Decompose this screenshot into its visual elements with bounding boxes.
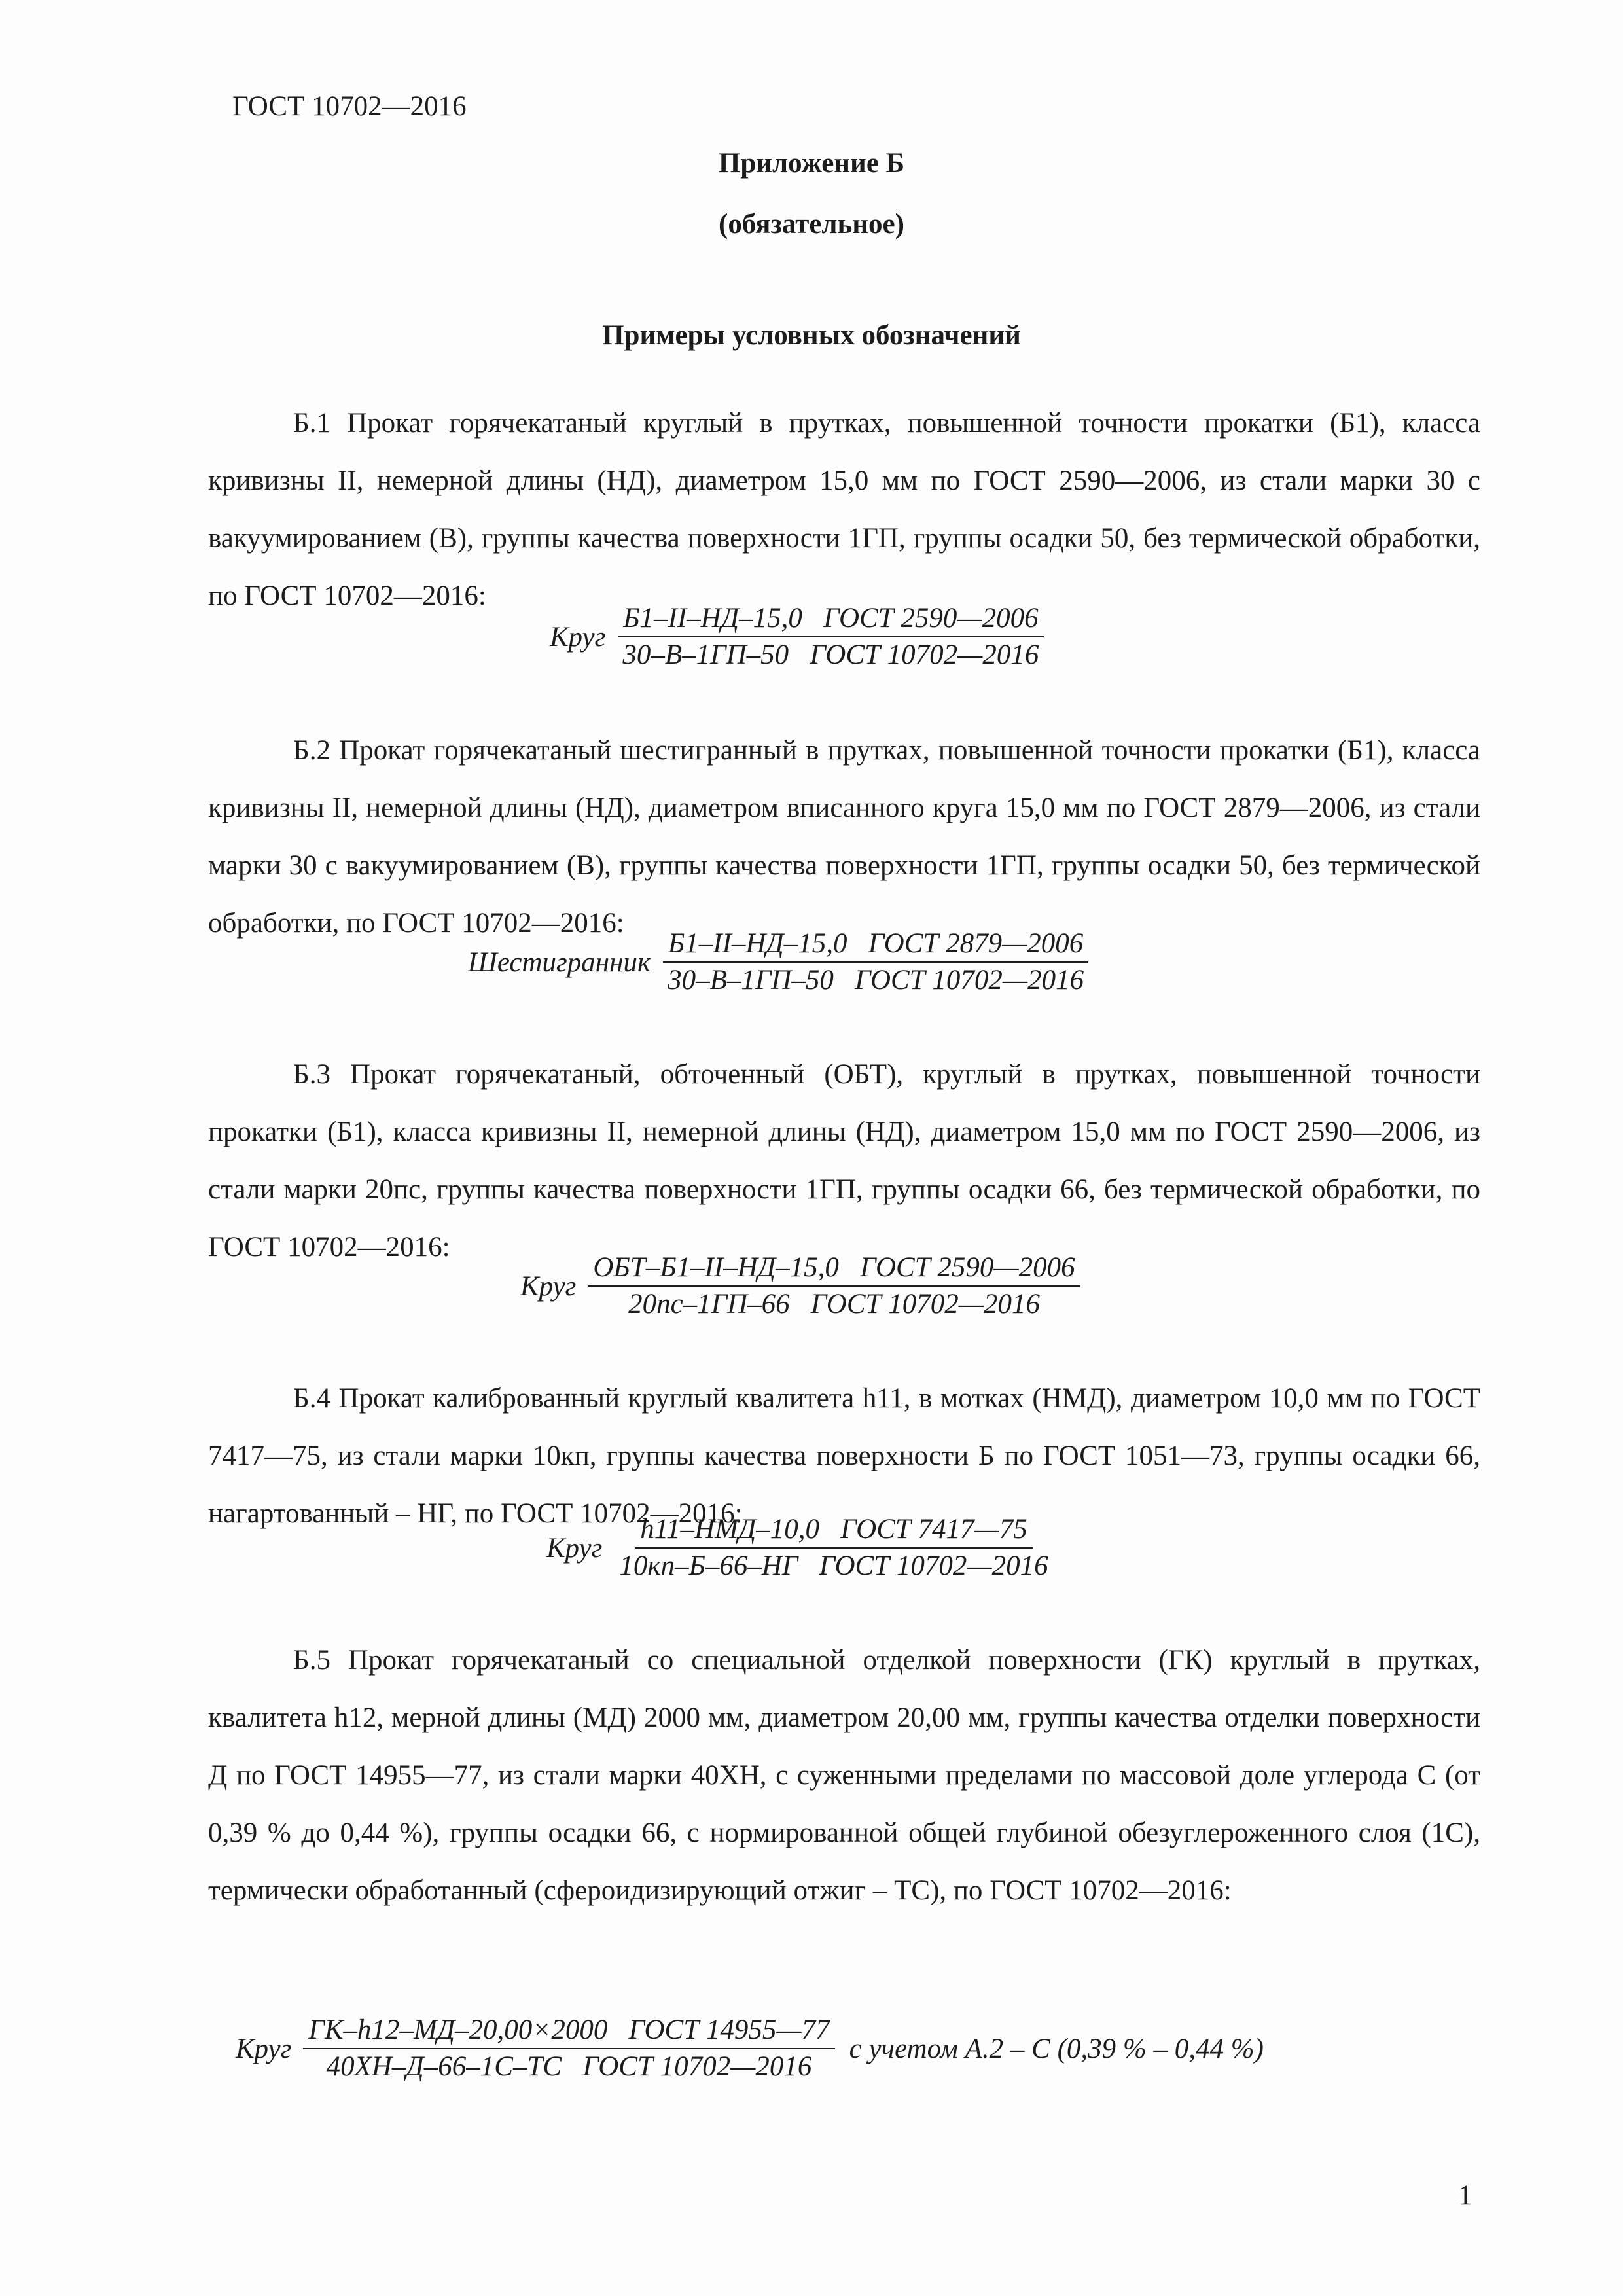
formula-denominator: 20пс–1ГП–66 ГОСТ 10702—2016 bbox=[628, 1289, 1040, 1319]
page-number: 1 bbox=[1458, 2180, 1472, 2211]
formula-denominator: 30–В–1ГП–50 ГОСТ 10702—2016 bbox=[622, 639, 1039, 670]
formula-prefix: Шестигранник bbox=[468, 946, 651, 978]
formula-prefix: Круг bbox=[236, 2033, 292, 2064]
formula-prefix: Круг bbox=[520, 1270, 577, 1302]
paragraph-b3: Б.3 Прокат горячекатаный, обточенный (ОБТ), круглый в прутках, повышенной точности прокатки (Б1), класса кривизны II, немерной длины (НД), диаметром 15,0 мм по ГОСТ 2590—2006, из стали марки 20пс, группы качества поверхности 1ГП, группы осадки 66, без термической обработки, по ГОСТ 10702—2016: bbox=[208, 1059, 1480, 1263]
paragraph-b5: Б.5 Прокат горячекатаный со специальной отделкой поверхности (ГК) круглый в прутках, квалитета h12, мерной длины (МД) 2000 мм, диаметром 20,00 мм, группы качества отделки поверхности Д по ГОСТ 14955—77, из стали марки 40ХН, с суженными пределами по массовой доле углерода С (от 0,39 % до 0,44 %), группы осадки 66, с нормированной общей глубиной обезуглероженного слоя (1С), термически обработанный (сфероидизирующий отжиг – ТС), по ГОСТ 10702—2016: bbox=[208, 1645, 1480, 1906]
formula-fraction bbox=[588, 1250, 1080, 1322]
section-title: Примеры условных обозначений bbox=[602, 320, 1021, 351]
formula-fraction bbox=[617, 601, 1044, 673]
formula-denominator: 10кп–Б–66–НГ ГОСТ 10702—2016 bbox=[619, 1551, 1048, 1581]
formula-numerator: Б1–II–НД–15,0 ГОСТ 2590—2006 bbox=[618, 601, 1043, 637]
formula-fraction bbox=[614, 1512, 1053, 1584]
formula-fraction bbox=[303, 2013, 834, 2085]
formula-prefix: Круг bbox=[546, 1532, 603, 1564]
paragraph-b2: Б.2 Прокат горячекатаный шестигранный в прутках, повышенной точности прокатки (Б1), класса кривизны II, немерной длины (НД), диаметром вписанного круга 15,0 мм по ГОСТ 2879—2006, из стали марки 30 с вакуумированием (В), группы качества поверхности 1ГП, группы осадки 50, без термической обработки, по ГОСТ 10702—2016: bbox=[208, 735, 1480, 939]
formula-numerator: ГК–h12–МД–20,00×2000 ГОСТ 14955—77 bbox=[303, 2013, 834, 2049]
paragraph-b4: Б.4 Прокат калиброванный круглый квалитета h11, в мотках (НМД), диаметром 10,0 мм по ГОСТ 7417—75, из стали марки 10кп, группы качества поверхности Б по ГОСТ 1051—73, группы осадки 66, нагартованный – НГ, по ГОСТ 10702—2016: bbox=[208, 1383, 1480, 1529]
formula-denominator: 30–В–1ГП–50 ГОСТ 10702—2016 bbox=[668, 965, 1084, 996]
formula-numerator: Б1–II–НД–15,0 ГОСТ 2879—2006 bbox=[663, 926, 1088, 963]
formula-fraction bbox=[662, 926, 1089, 998]
formula-b3 bbox=[520, 1250, 1080, 1322]
formula-denominator: 40ХН–Д–66–1С–ТС ГОСТ 10702—2016 bbox=[326, 2051, 812, 2082]
appendix-subtitle: (обязательное) bbox=[719, 209, 904, 240]
formula-numerator: h11–НМД–10,0 ГОСТ 7417—75 bbox=[635, 1512, 1033, 1549]
formula-b5 bbox=[236, 2013, 1264, 2085]
formula-b2 bbox=[468, 926, 1089, 998]
formula-prefix: Круг bbox=[550, 621, 606, 653]
appendix-title: Приложение Б bbox=[718, 148, 905, 179]
formula-b1 bbox=[550, 601, 1044, 673]
paragraph-b1: Б.1 Прокат горячекатаный круглый в прутках, повышенной точности прокатки (Б1), класса кривизны II, немерной длины (НД), диаметром 15,0 мм по ГОСТ 2590—2006, из стали марки 30 с вакуумированием (В), группы качества поверхности 1ГП, группы осадки 50, без термической обработки, по ГОСТ 10702—2016: bbox=[208, 408, 1480, 611]
formula-suffix: с учетом А.2 – С (0,39 % – 0,44 %) bbox=[849, 2033, 1264, 2064]
formula-numerator: ОБТ–Б1–II–НД–15,0 ГОСТ 2590—2006 bbox=[588, 1250, 1080, 1287]
formula-b4 bbox=[546, 1512, 1054, 1584]
document-header-standard: ГОСТ 10702—2016 bbox=[232, 91, 467, 122]
